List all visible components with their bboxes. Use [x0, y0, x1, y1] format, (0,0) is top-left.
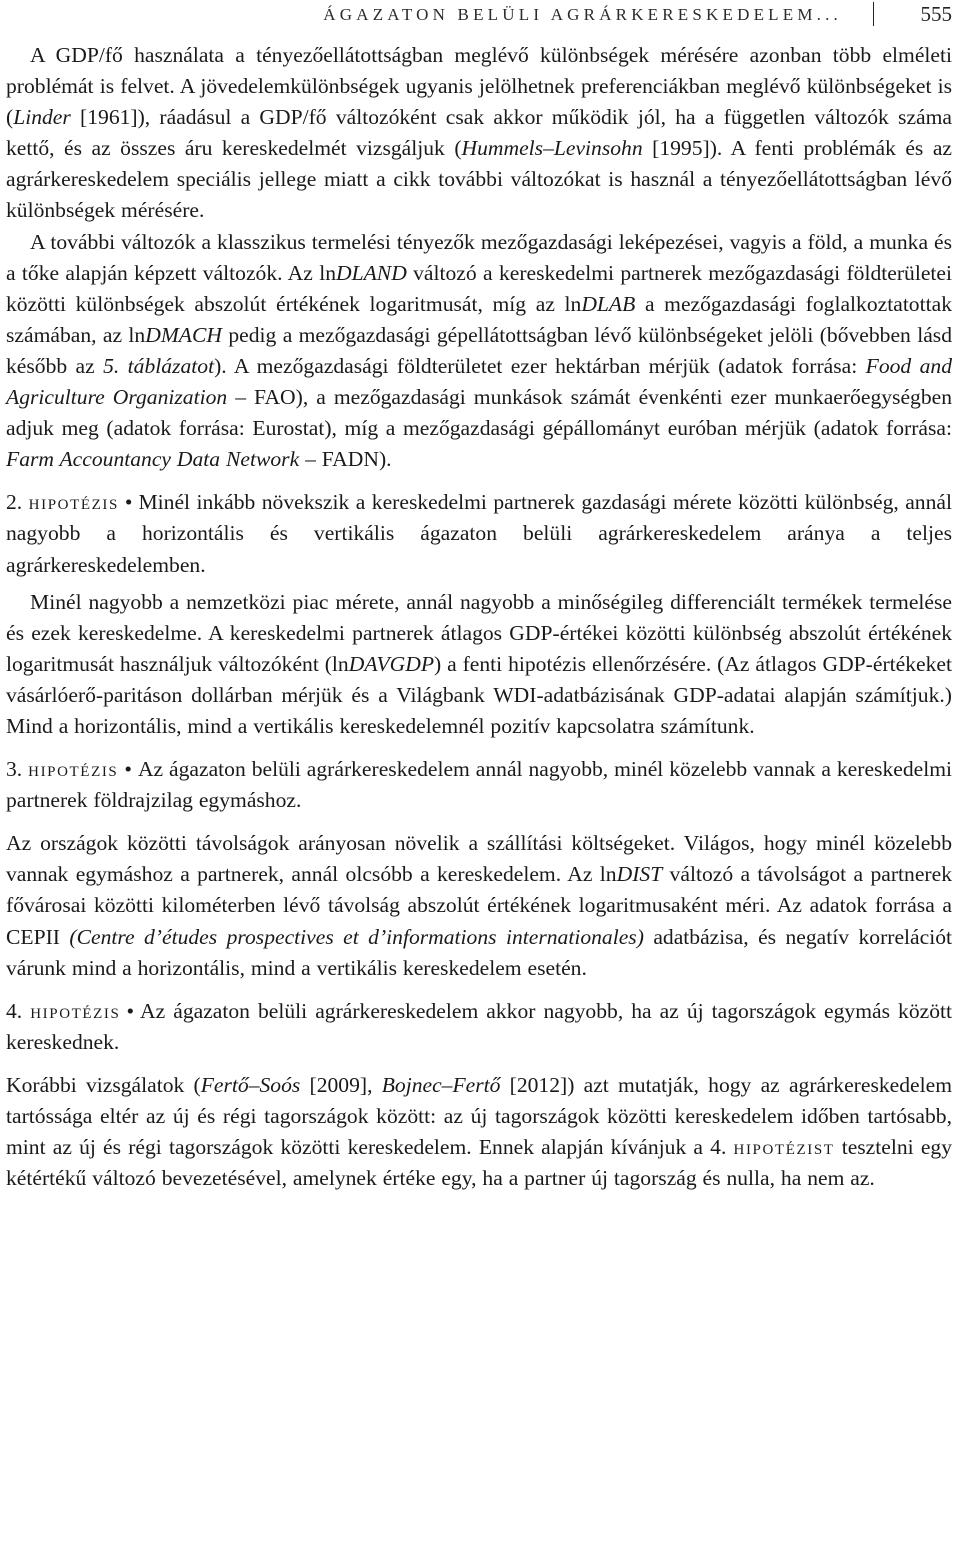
text-run: változó a kereskedelmi partnerek mezőgazdasági földterületei közötti különbségek abszolút értékének logaritmusát, míg az ln: [6, 260, 952, 316]
running-head-title: ÁGAZATON BELÜLI AGRÁRKERESKEDELEM...: [323, 5, 842, 24]
hypothesis-text: Az ágazaton belüli agrárkereskedelem annál nagyobb, minél közelebb vannak a kereskedelmi partnerek földrajzilag egymáshoz.: [6, 757, 952, 813]
text-run: a mezőgazdasági foglalkoztatottak számában, az ln: [6, 291, 952, 347]
variable-name: DLAB: [581, 291, 636, 316]
hypothesis-3: [6, 754, 952, 816]
hypothesis-number: 4.: [6, 998, 23, 1023]
variable-name: DIST: [616, 862, 663, 887]
variable-name: DMACH: [145, 322, 222, 347]
page-number: 555: [920, 2, 952, 26]
text-run: Minél nagyobb a nemzetközi piac mérete, annál nagyobb a minőségileg differenciált termékek termelése és ezek kereskedelme. A kereskedelmi partnerek átlagos GDP-értékei közötti különbség abszolút értékének logaritmusát használjuk változóként (ln: [6, 589, 952, 676]
text-run: – FAO), a mezőgazdasági munkások számát évenkénti ezer munkaerőegységben adjuk meg (adatok forrása: Eurostat), míg a mezőgazdasági gépállományt euróban mérjük (adatok forrása:: [6, 385, 952, 441]
text-run: adatbázisa, és negatív korrelációt várunk mind a horizontális, mind a vertikális kereskedelem esetén.: [6, 924, 952, 980]
source-name: Farm Accountancy Data Network: [6, 447, 300, 472]
citation-author: Hummels–Levinsohn: [461, 136, 643, 161]
hypothesis-text: Az ágazaton belüli agrárkereskedelem akkor nagyobb, ha az új tagországok egymás között kereskednek.: [6, 998, 952, 1054]
variable-name: DAVGDP: [348, 651, 435, 676]
bullet-icon: •: [124, 757, 132, 782]
text-run: [2009],: [300, 1072, 382, 1097]
running-head: [6, 0, 952, 40]
hypothesis-label: hipotézis: [28, 757, 119, 782]
hypothesis-label: hipotézis: [28, 490, 119, 515]
text-run: [1995]). A fenti problémák és az agrárkereskedelem speciális jellege miatt a cikk további változókat is használ a tényezőellátottságban lévő különbségek mérésére.: [6, 136, 952, 223]
variable-name: DLAND: [336, 260, 407, 285]
text-run: ). A mezőgazdasági földterületet ezer hektárban mérjük (adatok forrása:: [214, 353, 866, 378]
hypothesis-number: 3.: [6, 757, 23, 782]
text-run: pedig a mezőgazdasági gépellátottságban lévő különbségeket jelöli (bővebben lásd később az: [6, 322, 952, 378]
citation-author: Linder: [13, 105, 71, 130]
hypothesis-2: [6, 487, 952, 580]
text-run: Korábbi vizsgálatok (: [6, 1072, 201, 1097]
hypothesis-4: [6, 996, 952, 1058]
paragraph-gdp-problems: [6, 40, 952, 227]
text-run: [2012]) azt mutatják, hogy az agrárkereskedelem tartóssága eltér az új és régi tagországok között: az új tagországok közötti kereskedelem időben tartósabb, mint az új és régi tagországok közötti kereskedelem. Ennek alapján kívánjuk a 4.: [6, 1072, 953, 1160]
text-run: Az országok közötti távolságok arányosan növelik a szállítási költségeket. Világos, hogy minél közelebb vannak egymáshoz a partnerek, annál olcsóbb a kereskedelem. Az ln: [6, 831, 952, 887]
paragraph-market-size: [6, 587, 952, 742]
text-run: tesztelni egy kétértékű változó bevezetésével, amelynek értéke egy, ha a partner új tagország és nulla, ha nem az.: [6, 1135, 952, 1191]
citation-author: Fertő–Soós: [200, 1072, 301, 1097]
text-run: A GDP/fő használata a tényezőellátottságban meglévő különbségek mérésére azonban több elméleti problémát is felvet. A jövedelemkülönbségek ugyanis jelölhetnek preferenciákban meglévő különbségeket is (: [6, 43, 952, 130]
text-run: változó a távolságot a partnerek fővárosai közötti kilométerben lévő távolság abszolút értékének logaritmusaként méri. Az adatok forrása a CEPII: [6, 862, 952, 949]
bullet-icon: •: [126, 998, 135, 1023]
source-name: (Centre d’études prospectives et d’informations internationales): [69, 924, 644, 949]
paragraph-variables: [6, 227, 952, 476]
bullet-icon: •: [124, 490, 133, 515]
paragraph-persistence: [6, 1070, 952, 1194]
running-head-separator: [873, 2, 874, 26]
table-reference: 5. táblázatot: [103, 353, 215, 378]
hypothesis-label: hipotézis: [30, 998, 121, 1023]
hypothesis-label: hipotézist: [733, 1135, 835, 1160]
text-run: [1961]), ráadásul a GDP/fő változóként csak akkor működik jól, ha a független változók száma kettő, és az összes áru kereskedelmét vizsgáljuk (: [6, 105, 952, 161]
source-name: Food and Agriculture Organization: [6, 353, 952, 410]
citation-author: Bojnec–Fertő: [381, 1072, 501, 1097]
article-body: [6, 40, 952, 1194]
hypothesis-text: Minél inkább növekszik a kereskedelmi partnerek gazdasági mérete közötti különbség, annál nagyobb a horizontális és vertikális ágazaton belüli agrárkereskedelem aránya a teljes agrárkereskedelemben.: [6, 490, 952, 577]
text-run: ) a fenti hipotézis ellenőrzésére. (Az átlagos GDP-értékeket vásárlóerő-paritáson dollárban mérjük és a Világbank WDI-adatbázisának GDP-adatai alapján számítjuk.) Mind a horizontális, mind a vertikális kereskedelemnél pozitív kapcsolatra számítunk.: [6, 651, 952, 738]
text-run: – FADN).: [299, 447, 392, 472]
paragraph-distance: [6, 828, 952, 983]
hypothesis-number: 2.: [6, 490, 23, 515]
document-page: [6, 0, 952, 1194]
text-run: A további változók a klasszikus termelési tényezők mezőgazdasági leképezései, vagyis a föld, a munka és a tőke alapján képzett változók. Az ln: [6, 229, 952, 285]
